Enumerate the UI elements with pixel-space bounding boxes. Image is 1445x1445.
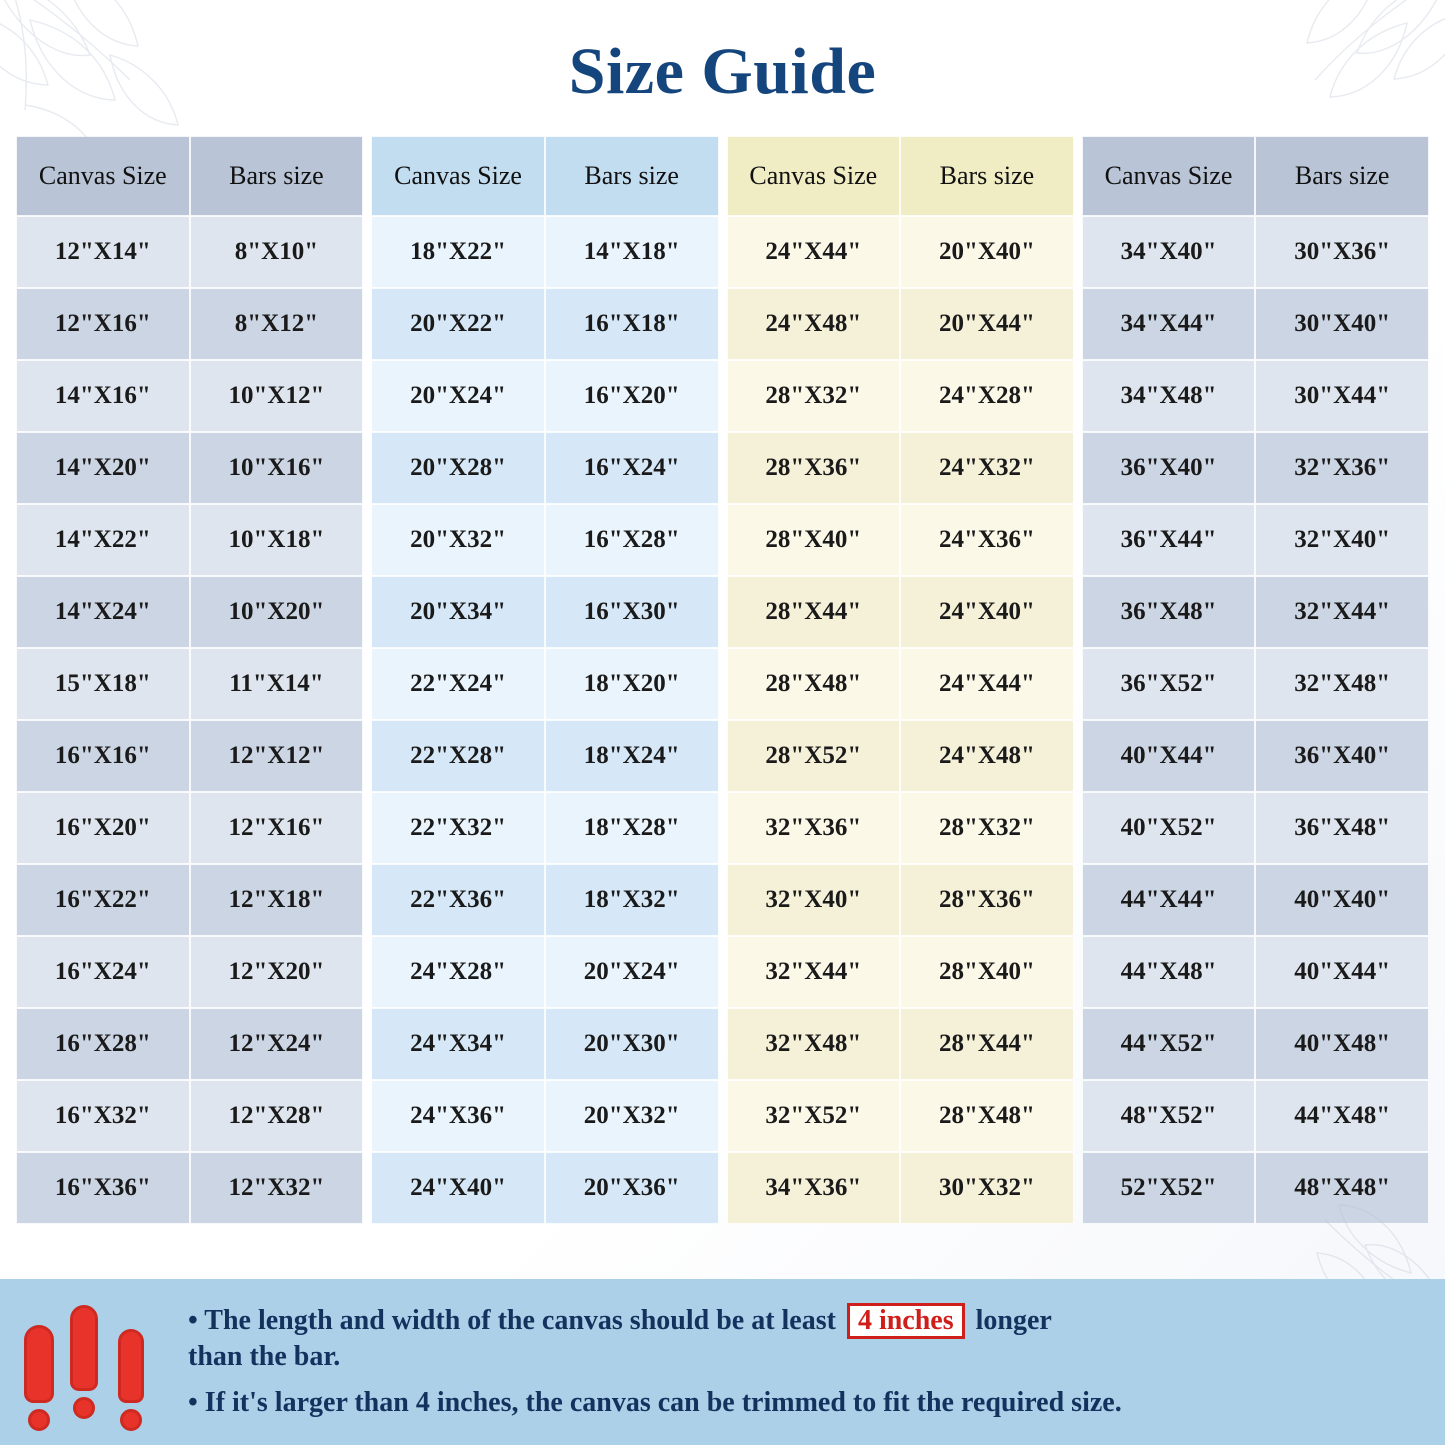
column-header-bars-size: Bars size [545, 136, 719, 216]
cell-canvas-size: 14"X22" [16, 504, 190, 576]
table-row [371, 576, 718, 648]
table-row [16, 504, 363, 576]
cell-bars-size: 30"X44" [1255, 360, 1429, 432]
cell-bars-size: 14"X18" [545, 216, 719, 288]
cell-bars-size: 12"X18" [190, 864, 364, 936]
cell-canvas-size: 16"X16" [16, 720, 190, 792]
column-header-canvas-size: Canvas Size [727, 136, 901, 216]
table-header-row [371, 136, 718, 216]
cell-bars-size: 12"X32" [190, 1152, 364, 1224]
size-table-3 [727, 136, 1074, 1224]
cell-bars-size: 16"X28" [545, 504, 719, 576]
cell-canvas-size: 34"X36" [727, 1152, 901, 1224]
table-row [1082, 1080, 1429, 1152]
cell-bars-size: 8"X10" [190, 216, 364, 288]
cell-canvas-size: 12"X14" [16, 216, 190, 288]
table-row [1082, 288, 1429, 360]
cell-canvas-size: 40"X52" [1082, 792, 1256, 864]
table-header-row [16, 136, 363, 216]
cell-canvas-size: 28"X52" [727, 720, 901, 792]
cell-canvas-size: 16"X24" [16, 936, 190, 1008]
cell-bars-size: 18"X20" [545, 648, 719, 720]
size-table-2 [371, 136, 718, 1224]
cell-canvas-size: 36"X44" [1082, 504, 1256, 576]
table-row [16, 936, 363, 1008]
table-row [1082, 1008, 1429, 1080]
cell-canvas-size: 14"X24" [16, 576, 190, 648]
cell-bars-size: 28"X44" [900, 1008, 1074, 1080]
table-row [16, 792, 363, 864]
cell-canvas-size: 32"X48" [727, 1008, 901, 1080]
cell-canvas-size: 34"X40" [1082, 216, 1256, 288]
table-header-row [727, 136, 1074, 216]
table-row [1082, 432, 1429, 504]
table-row [727, 1080, 1074, 1152]
table-row [371, 1152, 718, 1224]
cell-bars-size: 20"X30" [545, 1008, 719, 1080]
cell-bars-size: 24"X28" [900, 360, 1074, 432]
cell-canvas-size: 15"X18" [16, 648, 190, 720]
cell-bars-size: 11"X14" [190, 648, 364, 720]
cell-canvas-size: 18"X22" [371, 216, 545, 288]
cell-canvas-size: 28"X36" [727, 432, 901, 504]
table-row [16, 1080, 363, 1152]
cell-canvas-size: 16"X20" [16, 792, 190, 864]
table-row [727, 1152, 1074, 1224]
cell-bars-size: 16"X20" [545, 360, 719, 432]
cell-bars-size: 16"X18" [545, 288, 719, 360]
cell-bars-size: 20"X36" [545, 1152, 719, 1224]
cell-canvas-size: 24"X44" [727, 216, 901, 288]
cell-bars-size: 10"X18" [190, 504, 364, 576]
cell-canvas-size: 22"X24" [371, 648, 545, 720]
table-row [727, 792, 1074, 864]
table-row [16, 360, 363, 432]
size-table-4 [1082, 136, 1429, 1224]
footer-note [0, 1279, 1445, 1445]
cell-bars-size: 20"X40" [900, 216, 1074, 288]
cell-canvas-size: 24"X34" [371, 1008, 545, 1080]
cell-canvas-size: 34"X48" [1082, 360, 1256, 432]
cell-bars-size: 40"X44" [1255, 936, 1429, 1008]
table-row [371, 936, 718, 1008]
cell-canvas-size: 48"X52" [1082, 1080, 1256, 1152]
table-row [371, 1080, 718, 1152]
column-header-bars-size: Bars size [190, 136, 364, 216]
exclamation-icon [118, 1329, 144, 1431]
cell-bars-size: 10"X20" [190, 576, 364, 648]
cell-canvas-size: 24"X28" [371, 936, 545, 1008]
cell-canvas-size: 16"X32" [16, 1080, 190, 1152]
table-row [16, 288, 363, 360]
table-row [727, 360, 1074, 432]
cell-canvas-size: 52"X52" [1082, 1152, 1256, 1224]
table-row [371, 216, 718, 288]
cell-canvas-size: 34"X44" [1082, 288, 1256, 360]
cell-bars-size: 12"X16" [190, 792, 364, 864]
note-line-1-wrap: than the bar. [188, 1341, 341, 1373]
table-row [371, 432, 718, 504]
note-highlight-4-inches: 4 inches [847, 1303, 965, 1338]
note-line-1-after: longer [975, 1305, 1052, 1337]
cell-canvas-size: 32"X40" [727, 864, 901, 936]
cell-canvas-size: 32"X44" [727, 936, 901, 1008]
cell-bars-size: 24"X44" [900, 648, 1074, 720]
cell-canvas-size: 36"X48" [1082, 576, 1256, 648]
table-row [1082, 936, 1429, 1008]
table-row [371, 864, 718, 936]
cell-bars-size: 28"X36" [900, 864, 1074, 936]
table-row [371, 360, 718, 432]
cell-bars-size: 24"X48" [900, 720, 1074, 792]
table-row [371, 720, 718, 792]
cell-bars-size: 12"X24" [190, 1008, 364, 1080]
cell-canvas-size: 20"X22" [371, 288, 545, 360]
cell-bars-size: 40"X40" [1255, 864, 1429, 936]
cell-bars-size: 10"X16" [190, 432, 364, 504]
table-row [371, 648, 718, 720]
table-row [727, 288, 1074, 360]
table-row [16, 216, 363, 288]
cell-canvas-size: 24"X36" [371, 1080, 545, 1152]
cell-bars-size: 18"X24" [545, 720, 719, 792]
column-header-canvas-size: Canvas Size [371, 136, 545, 216]
cell-canvas-size: 16"X36" [16, 1152, 190, 1224]
table-row [371, 1008, 718, 1080]
cell-canvas-size: 36"X40" [1082, 432, 1256, 504]
table-row [727, 216, 1074, 288]
table-row [727, 648, 1074, 720]
table-header-row [1082, 136, 1429, 216]
cell-canvas-size: 22"X36" [371, 864, 545, 936]
exclamation-icon [70, 1305, 98, 1419]
cell-bars-size: 16"X30" [545, 576, 719, 648]
table-row [16, 864, 363, 936]
cell-bars-size: 24"X40" [900, 576, 1074, 648]
cell-canvas-size: 44"X52" [1082, 1008, 1256, 1080]
table-row [16, 1152, 363, 1224]
cell-bars-size: 48"X48" [1255, 1152, 1429, 1224]
cell-canvas-size: 20"X34" [371, 576, 545, 648]
size-table-1 [16, 136, 363, 1224]
table-row [727, 1008, 1074, 1080]
table-row [727, 864, 1074, 936]
cell-bars-size: 24"X32" [900, 432, 1074, 504]
column-header-bars-size: Bars size [1255, 136, 1429, 216]
column-header-bars-size: Bars size [900, 136, 1074, 216]
table-row [1082, 1152, 1429, 1224]
cell-canvas-size: 28"X40" [727, 504, 901, 576]
cell-canvas-size: 44"X44" [1082, 864, 1256, 936]
cell-bars-size: 32"X36" [1255, 432, 1429, 504]
cell-canvas-size: 16"X22" [16, 864, 190, 936]
cell-bars-size: 28"X32" [900, 792, 1074, 864]
cell-canvas-size: 32"X52" [727, 1080, 901, 1152]
cell-canvas-size: 40"X44" [1082, 720, 1256, 792]
cell-canvas-size: 32"X36" [727, 792, 901, 864]
cell-bars-size: 18"X28" [545, 792, 719, 864]
cell-canvas-size: 24"X40" [371, 1152, 545, 1224]
cell-bars-size: 30"X36" [1255, 216, 1429, 288]
cell-bars-size: 30"X40" [1255, 288, 1429, 360]
exclamation-icon [24, 1325, 54, 1431]
cell-bars-size: 8"X12" [190, 288, 364, 360]
cell-canvas-size: 14"X16" [16, 360, 190, 432]
cell-canvas-size: 24"X48" [727, 288, 901, 360]
cell-bars-size: 20"X32" [545, 1080, 719, 1152]
table-row [1082, 864, 1429, 936]
table-row [371, 288, 718, 360]
cell-bars-size: 40"X48" [1255, 1008, 1429, 1080]
cell-canvas-size: 22"X28" [371, 720, 545, 792]
cell-bars-size: 20"X24" [545, 936, 719, 1008]
cell-canvas-size: 12"X16" [16, 288, 190, 360]
table-row [1082, 504, 1429, 576]
table-row [727, 936, 1074, 1008]
cell-bars-size: 32"X40" [1255, 504, 1429, 576]
table-row [727, 720, 1074, 792]
cell-canvas-size: 28"X48" [727, 648, 901, 720]
exclamation-marks-icon [18, 1287, 188, 1437]
cell-canvas-size: 16"X28" [16, 1008, 190, 1080]
cell-bars-size: 28"X48" [900, 1080, 1074, 1152]
cell-bars-size: 28"X40" [900, 936, 1074, 1008]
cell-canvas-size: 36"X52" [1082, 648, 1256, 720]
cell-bars-size: 12"X20" [190, 936, 364, 1008]
table-row [1082, 360, 1429, 432]
cell-bars-size: 32"X44" [1255, 576, 1429, 648]
cell-bars-size: 12"X12" [190, 720, 364, 792]
cell-canvas-size: 20"X28" [371, 432, 545, 504]
cell-canvas-size: 28"X32" [727, 360, 901, 432]
table-row [1082, 648, 1429, 720]
table-row [1082, 792, 1429, 864]
cell-bars-size: 16"X24" [545, 432, 719, 504]
table-row [16, 720, 363, 792]
note-text-container [188, 1303, 1423, 1420]
cell-bars-size: 10"X12" [190, 360, 364, 432]
cell-bars-size: 30"X32" [900, 1152, 1074, 1224]
table-row [1082, 216, 1429, 288]
table-row [16, 576, 363, 648]
table-row [727, 576, 1074, 648]
table-row [371, 504, 718, 576]
cell-canvas-size: 14"X20" [16, 432, 190, 504]
table-row [16, 432, 363, 504]
cell-bars-size: 32"X48" [1255, 648, 1429, 720]
cell-canvas-size: 28"X44" [727, 576, 901, 648]
note-line-1-before: • The length and width of the canvas should be at least [188, 1305, 836, 1337]
note-line-2: • If it's larger than 4 inches, the canvas can be trimmed to fit the required size. [188, 1386, 1122, 1418]
cell-bars-size: 24"X36" [900, 504, 1074, 576]
cell-canvas-size: 20"X32" [371, 504, 545, 576]
column-header-canvas-size: Canvas Size [16, 136, 190, 216]
cell-bars-size: 36"X48" [1255, 792, 1429, 864]
page-title: Size Guide [568, 35, 877, 108]
table-row [16, 648, 363, 720]
cell-bars-size: 36"X40" [1255, 720, 1429, 792]
column-header-canvas-size: Canvas Size [1082, 136, 1256, 216]
cell-bars-size: 44"X48" [1255, 1080, 1429, 1152]
cell-canvas-size: 22"X32" [371, 792, 545, 864]
table-row [371, 792, 718, 864]
table-row [727, 432, 1074, 504]
size-tables-container [0, 110, 1445, 1224]
table-row [727, 504, 1074, 576]
cell-canvas-size: 20"X24" [371, 360, 545, 432]
cell-bars-size: 20"X44" [900, 288, 1074, 360]
table-row [1082, 576, 1429, 648]
note-line-1 [188, 1303, 1423, 1375]
cell-bars-size: 12"X28" [190, 1080, 364, 1152]
cell-canvas-size: 44"X48" [1082, 936, 1256, 1008]
cell-bars-size: 18"X32" [545, 864, 719, 936]
table-row [1082, 720, 1429, 792]
table-row [16, 1008, 363, 1080]
